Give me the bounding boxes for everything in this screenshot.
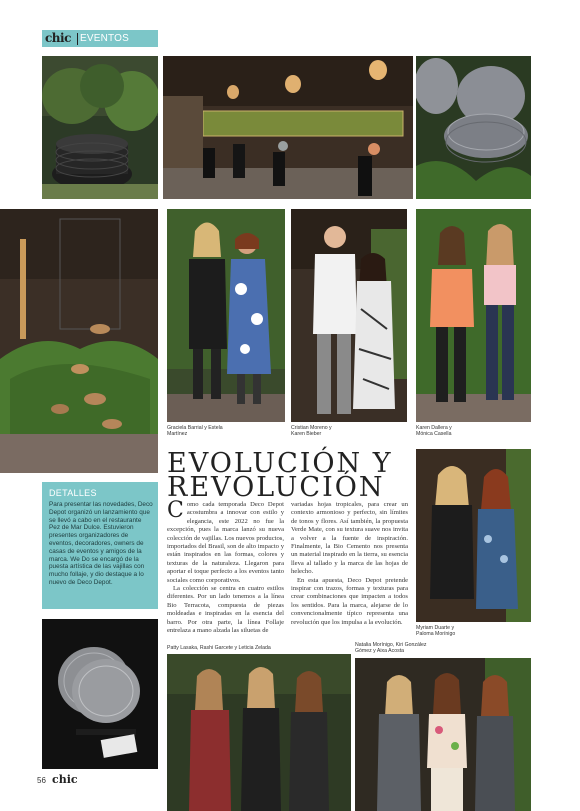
article-paragraph: omo cada temporada Deco Depot acostumbra a innovar con estilo y elegancia, este 2022 no fue la excepción, pues la marca lanzó su nueva colección de vajillas. Los nuevos productos, importados del Brasil, son de alto impacto y están inspirados en las formas, colores y texturas de la naturaleza. Llegaron para aportar el toque perfecto a los eventos tanto sociales como corporativos. — [167, 501, 284, 584]
details-box-title: DETALLES — [49, 488, 97, 498]
article-title-line1: EVOLUCIÓN Y — [167, 448, 393, 479]
magazine-logo: chic — [45, 31, 71, 45]
article-paragraph: En esta apuesta, Deco Depot pretende inspirar con trazos, formas y texturas para crear combinaciones que impacten a todos los sentidos. Para la marca, alejarse de lo convencionalmente típico representa una revolución que los impulsa a la evolución. — [291, 576, 408, 626]
photo-caption: Patty Lasaka, Rashi Garcete y Leticia Zelada — [167, 645, 271, 651]
photo-guests-4 — [416, 449, 531, 622]
photo-plate-stack — [42, 56, 158, 199]
photo-guests-3 — [416, 209, 531, 422]
photo-plates-product — [42, 619, 158, 769]
article-column-1 — [167, 498, 284, 636]
photo-caption: Natalia Morínigo, Kiri González Gómez y Aixa Acosta — [355, 642, 427, 655]
photo-caption: Cristian Moreno y Karen Bieber — [291, 425, 332, 438]
section-label: EVENTOS — [80, 33, 130, 44]
header-divider — [77, 33, 78, 45]
details-box-text: Para presentar las novedades, Deco Depot organizó un lanzamiento que se llevó a cabo en el restaurante Pez de Mar Dulce. Estuvieron presentes organizadores de eventos, decoradores, owners de casas de eventos y amigos de la marca. We Do se encargó de la puesta artística de las vajillas con mucho follaje, y dio destaque a lo nuevo de Deco Depot. — [49, 501, 153, 586]
photo-table-display — [0, 209, 158, 473]
article-paragraph: La colección se centra en cuatro estilos diferentes. Por un lado tenemos a la línea Bio Terracota, compuesta de piezas moldeadas e inspiradas en la esencia del barro. Por otra parte, la línea Follaje entrelaza a mano alzada las siluetas de — [167, 585, 284, 635]
article-paragraph: variadas hojas tropicales, para crear un contexto armonioso y perfecto, sin límites de tonos y flores. Así también, la propuesta Verde Mate, con su textura suave nos invita a volver a la fuente de inspiración. Finalmente, la Bio Cemento nos presenta un material inspirado en la tierra, su esencia lleva al tallado y la marca de las hojas de helecho. — [291, 501, 408, 576]
photo-guests-2 — [291, 209, 407, 422]
article-title-line2: REVOLUCIÓN — [167, 472, 385, 503]
photo-caption: Myriam Duarte y Paloma Morínigo — [416, 625, 456, 638]
photo-guests-1 — [167, 209, 285, 422]
footer-logo: chic — [52, 773, 78, 786]
photo-caption: Graciela Barrial y Estela Martínez — [167, 425, 223, 438]
drop-cap: C — [167, 498, 184, 523]
photo-caption: Karen Dallera y Mónica Casella — [416, 425, 452, 438]
photo-restaurant-hall — [163, 56, 413, 199]
article-column-2 — [291, 501, 408, 627]
photo-guests-6 — [355, 658, 531, 811]
page-number: 56 — [37, 776, 46, 785]
photo-guests-5 — [167, 654, 351, 811]
photo-plates-foliage — [416, 56, 531, 199]
